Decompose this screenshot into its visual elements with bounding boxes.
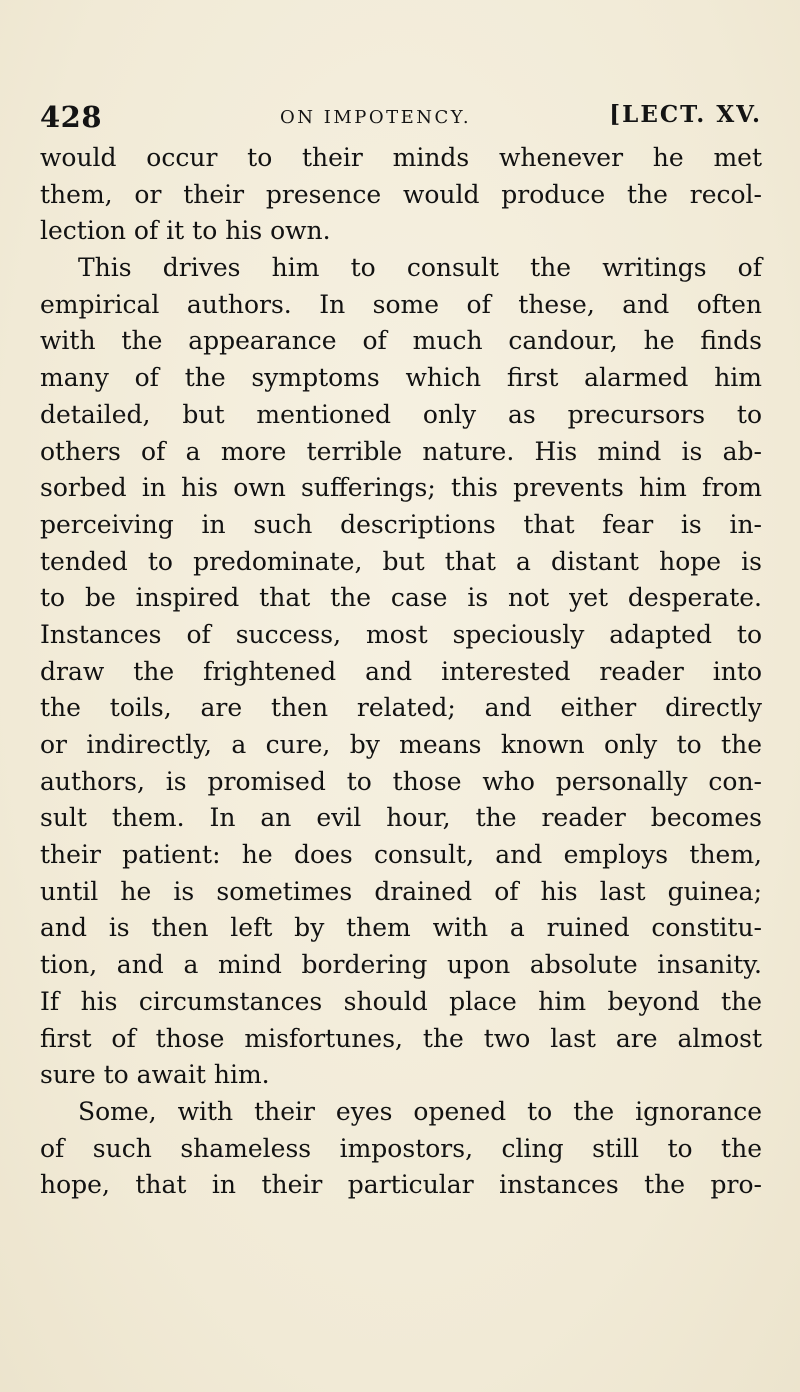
text-line: perceiving in such descriptions that fear is in- bbox=[40, 509, 762, 539]
paragraph-start-line: Some, with their eyes opened to the ignorance bbox=[78, 1096, 762, 1126]
text-line: them, or their presence would produce the recol- bbox=[40, 179, 762, 209]
page-number: 428 bbox=[40, 100, 103, 134]
body-text bbox=[40, 140, 762, 1204]
text-line: first of those misfortunes, the two last are almost bbox=[40, 1023, 762, 1053]
running-title: ON IMPOTENCY. bbox=[280, 107, 472, 128]
text-line: tion, and a mind bordering upon absolute insanity. bbox=[40, 950, 762, 980]
text-line: authors, is promised to those who personally con- bbox=[40, 766, 762, 796]
text-line: Instances of success, most speciously adapted to bbox=[40, 619, 762, 649]
text-line: the toils, are then related; and either directly bbox=[40, 693, 762, 723]
text-line: or indirectly, a cure, by means known only to the bbox=[40, 730, 762, 759]
text-line: many of the symptoms which first alarmed him bbox=[40, 363, 762, 393]
text-line: detailed, but mentioned only as precursors to bbox=[40, 399, 762, 429]
lecture-section: [LECT. XV. bbox=[609, 101, 762, 128]
text-line: empirical authors. In some of these, and often bbox=[40, 289, 762, 319]
text-line: If his circumstances should place him beyond the bbox=[40, 986, 762, 1016]
text-line: hope, that in their particular instances the pro- bbox=[40, 1170, 762, 1200]
text-line: others of a more terrible nature. His mind is ab- bbox=[40, 436, 762, 466]
running-header bbox=[40, 100, 762, 140]
text-line: tended to predominate, but that a distant hope is bbox=[40, 546, 762, 576]
text-line: sorbed in his own sufferings; this prevents him from bbox=[40, 473, 762, 503]
text-line: and is then left by them with a ruined constitu- bbox=[40, 913, 762, 943]
text-line: to be inspired that the case is not yet desperate. bbox=[40, 583, 762, 613]
text-line: with the appearance of much candour, he finds bbox=[40, 326, 762, 356]
text-line: until he is sometimes drained of his last guinea; bbox=[40, 876, 762, 906]
text-line: lection of it to his own. bbox=[40, 216, 331, 246]
text-line: sult them. In an evil hour, the reader becomes bbox=[40, 803, 762, 833]
text-line: would occur to their minds whenever he met bbox=[40, 143, 762, 172]
text-line: of such shameless impostors, cling still to the bbox=[40, 1133, 762, 1163]
paragraph-start-line: This drives him to consult the writings of bbox=[78, 253, 762, 283]
text-line: draw the frightened and interested reader into bbox=[40, 656, 762, 686]
text-line: sure to await him. bbox=[40, 1060, 270, 1090]
text-line: their patient: he does consult, and employs them, bbox=[40, 840, 762, 870]
